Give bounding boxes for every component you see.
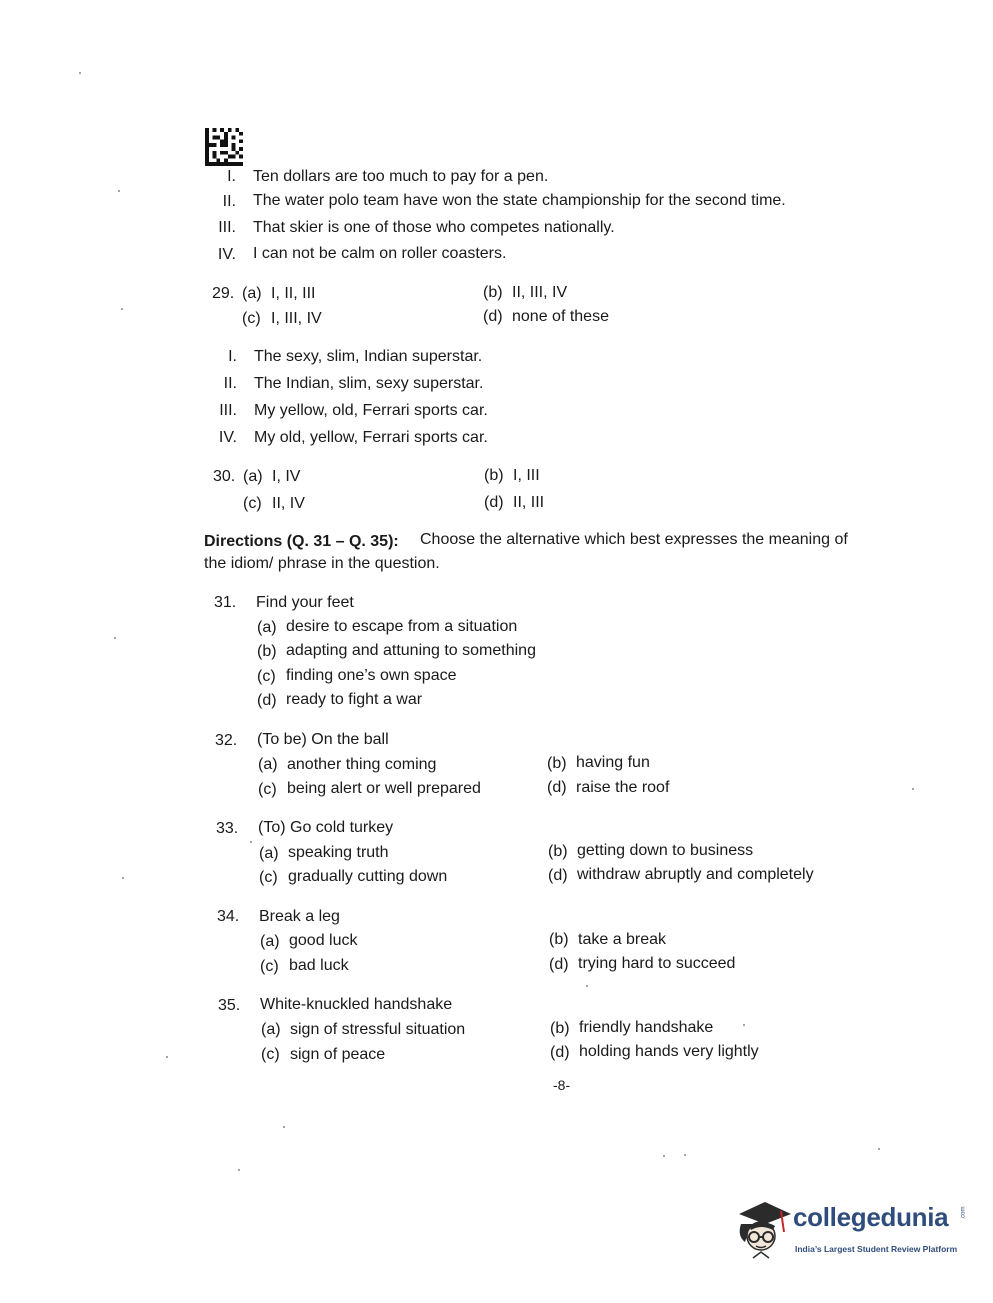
scan-speck <box>663 1155 665 1157</box>
option-text: trying hard to succeed <box>578 955 736 972</box>
option-label: (a) <box>260 933 280 950</box>
option-label: (c) <box>260 958 279 975</box>
option-label: (c) <box>257 668 276 685</box>
option-text: sign of stressful situation <box>290 1021 466 1038</box>
option-text: being alert or well prepared <box>287 780 481 797</box>
collegedunia-logo <box>735 1196 965 1266</box>
statement-text: My old, yellow, Ferrari sports car. <box>254 429 488 446</box>
statement-number: II. <box>223 375 237 392</box>
question-number: 35. <box>218 997 241 1014</box>
question-stem: White-knuckled handshake <box>260 996 453 1013</box>
logo-wordmark: collegedunia <box>793 1202 949 1232</box>
page-number: -8- <box>553 1077 571 1093</box>
scan-speck <box>283 1126 285 1128</box>
statement-number: III. <box>218 219 236 236</box>
option-text: raise the roof <box>576 779 670 796</box>
logo-tagline: India’s Largest Student Review Platform <box>795 1244 958 1254</box>
option-text: good luck <box>289 932 358 949</box>
option-label: (b) <box>549 931 569 948</box>
question-number: 31. <box>214 594 237 611</box>
option-text: finding one’s own space <box>286 667 457 684</box>
statement-text: That skier is one of those who competes nationally. <box>253 219 615 236</box>
statement-number: I. <box>228 348 237 365</box>
option-label: (c) <box>258 781 277 798</box>
option-label: (b) <box>548 843 568 860</box>
option-label: (a) <box>258 756 278 773</box>
option-label: (d) <box>548 867 568 884</box>
option-text: withdraw abruptly and completely <box>577 866 814 883</box>
option-label: (d) <box>484 494 504 511</box>
directions-text: Choose the alternative which best expresses the meaning of <box>420 531 848 548</box>
statement-number: IV. <box>218 429 237 446</box>
option-text: ready to fight a war <box>286 691 423 708</box>
question-stem: Find your feet <box>256 594 354 611</box>
option-text: II, III <box>513 494 545 511</box>
option-label: (c) <box>243 495 262 512</box>
option-text: bad luck <box>289 957 349 974</box>
question-number: 29. <box>212 285 235 302</box>
scan-speck <box>122 877 124 879</box>
option-label: (a) <box>261 1021 281 1038</box>
statement-text: I can not be calm on roller coasters. <box>253 245 507 262</box>
question-stem: (To) Go cold turkey <box>258 819 394 836</box>
statement-text: Ten dollars are too much to pay for a pen. <box>253 168 549 185</box>
option-label: (a) <box>242 285 262 302</box>
statement-text: The Indian, slim, sexy superstar. <box>254 375 484 392</box>
statement-number: I. <box>227 168 236 185</box>
option-text: having fun <box>576 754 650 771</box>
option-label: (a) <box>243 468 263 485</box>
statement-text: My yellow, old, Ferrari sports car. <box>254 402 488 419</box>
question-number: 30. <box>213 468 236 485</box>
option-text: holding hands very lightly <box>579 1043 759 1060</box>
option-text: another thing coming <box>287 756 437 773</box>
statement-number: III. <box>219 402 237 419</box>
option-text: II, IV <box>272 495 305 512</box>
option-label: (b) <box>547 755 567 772</box>
question-number: 33. <box>216 820 239 837</box>
option-text: getting down to business <box>577 842 754 859</box>
option-label: (c) <box>261 1046 280 1063</box>
option-label: (d) <box>550 1044 570 1061</box>
option-text: sign of peace <box>290 1046 386 1063</box>
datamatrix-code <box>204 128 244 166</box>
option-label: (d) <box>547 779 567 796</box>
option-text: II, III, IV <box>512 284 568 301</box>
option-text: I, II, III <box>271 285 316 302</box>
scan-speck <box>114 637 116 639</box>
statement-text: The sexy, slim, Indian superstar. <box>254 348 483 365</box>
option-text: adapting and attuning to something <box>286 642 536 659</box>
option-label: (c) <box>259 869 278 886</box>
statement-number: IV. <box>217 246 236 263</box>
option-label: (a) <box>257 619 277 636</box>
option-label: (d) <box>483 308 503 325</box>
scan-speck <box>238 1169 240 1171</box>
option-label: (d) <box>257 692 277 709</box>
scan-speck <box>121 308 123 310</box>
option-label: (d) <box>549 956 569 973</box>
statement-text: The water polo team have won the state championship for the second time. <box>253 192 786 209</box>
directions-text: the idiom/ phrase in the question. <box>204 555 440 572</box>
option-label: (b) <box>484 467 504 484</box>
option-text: none of these <box>512 308 609 325</box>
directions-label: Directions (Q. 31 – Q. 35): <box>204 533 399 550</box>
option-text: I, III <box>513 467 540 484</box>
scan-speck <box>79 72 81 74</box>
scan-speck <box>684 1154 686 1156</box>
scan-speck <box>586 985 588 987</box>
option-label: (b) <box>550 1020 570 1037</box>
option-text: gradually cutting down <box>288 868 448 885</box>
option-text: I, IV <box>272 468 301 485</box>
option-text: take a break <box>578 931 667 948</box>
question-stem: (To be) On the ball <box>257 731 389 748</box>
option-label: (b) <box>257 643 277 660</box>
scan-speck <box>250 841 252 843</box>
option-label: (a) <box>259 845 279 862</box>
question-number: 34. <box>217 908 240 925</box>
option-text: I, III, IV <box>271 310 322 327</box>
scan-speck <box>912 788 914 790</box>
option-text: desire to escape from a situation <box>286 618 518 635</box>
option-label: (c) <box>242 310 261 327</box>
option-text: friendly handshake <box>579 1019 714 1036</box>
scan-speck <box>743 1024 745 1026</box>
option-text: speaking truth <box>288 844 389 861</box>
scan-speck <box>878 1148 880 1150</box>
scan-speck <box>166 1056 168 1058</box>
mascot-icon <box>735 1196 793 1260</box>
question-stem: Break a leg <box>259 908 340 925</box>
logo-domain-suffix: .com <box>960 1206 967 1220</box>
statement-number: II. <box>222 193 236 210</box>
question-number: 32. <box>215 732 238 749</box>
scan-speck <box>118 190 120 192</box>
option-label: (b) <box>483 284 503 301</box>
